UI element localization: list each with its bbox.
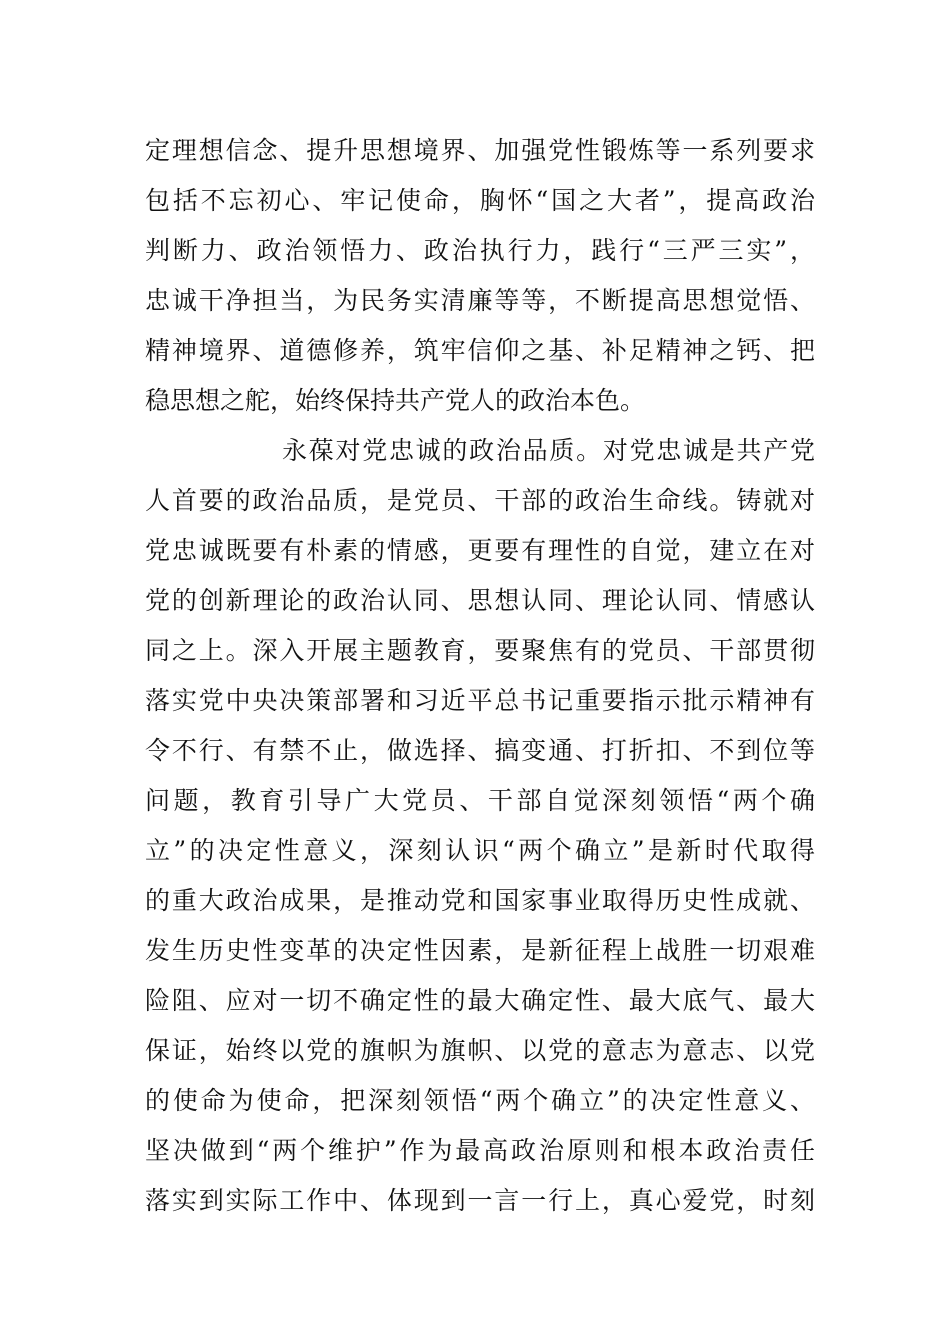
paragraph-line: 落实党中央决策部署和习近平总书记重要指示批示精神有 [145, 686, 815, 715]
paragraph-line: 包括不忘初心、牢记使命，胸怀“国之大者”，提高政治 [145, 186, 815, 215]
paragraph-line: 党的创新理论的政治认同、思想认同、理论认同、情感认 [145, 586, 815, 615]
paragraph-line: 稳思想之舵，始终保持共产党人的政治本色。 [145, 386, 646, 415]
paragraph-line: 定理想信念、提升思想境界、加强党性锻炼等一系列要求 [145, 136, 815, 165]
paragraph-line: 的重大政治成果，是推动党和国家事业取得历史性成就、 [145, 886, 815, 915]
paragraph-line: 令不行、有禁不止，做选择、搞变通、打折扣、不到位等 [145, 736, 815, 765]
paragraph-line: 的使命为使命，把深刻领悟“两个确立”的决定性意义、 [145, 1086, 815, 1115]
paragraph-line: 坚决做到“两个维护”作为最高政治原则和根本政治责任 [145, 1136, 815, 1165]
paragraph-line: 判断力、政治领悟力、政治执行力，践行“三严三实”， [145, 236, 815, 265]
paragraph-2 [145, 426, 815, 1226]
paragraph-line: 人首要的政治品质，是党员、干部的政治生命线。铸就对 [145, 486, 815, 515]
paragraph-line: 同之上。深入开展主题教育，要聚焦有的党员、干部贯彻 [145, 636, 815, 665]
paragraph-line: 保证，始终以党的旗帜为旗帜、以党的意志为意志、以党 [145, 1036, 815, 1065]
paragraph-line: 落实到实际工作中、体现到一言一行上，真心爱党，时刻 [145, 1186, 815, 1215]
paragraph-line: 精神境界、道德修养，筑牢信仰之基、补足精神之钙、把 [145, 336, 815, 365]
paragraph-line: 党忠诚既要有朴素的情感，更要有理性的自觉，建立在对 [145, 536, 815, 565]
paragraph-line: 险阻、应对一切不确定性的最大确定性、最大底气、最大 [145, 986, 815, 1015]
paragraph-line: 发生历史性变革的决定性因素，是新征程上战胜一切艰难 [145, 936, 815, 965]
paragraph-heading-line: 永葆对党忠诚的政治品质。对党忠诚是共产党 [282, 436, 815, 465]
paragraph-line: 问题，教育引导广大党员、干部自觉深刻领悟“两个确 [145, 786, 815, 815]
paragraph-1 [145, 126, 815, 426]
paragraph-line: 立”的决定性意义，深刻认识“两个确立”是新时代取得 [145, 836, 815, 865]
paragraph-line: 忠诚干净担当，为民务实清廉等等，不断提高思想觉悟、 [145, 286, 815, 315]
